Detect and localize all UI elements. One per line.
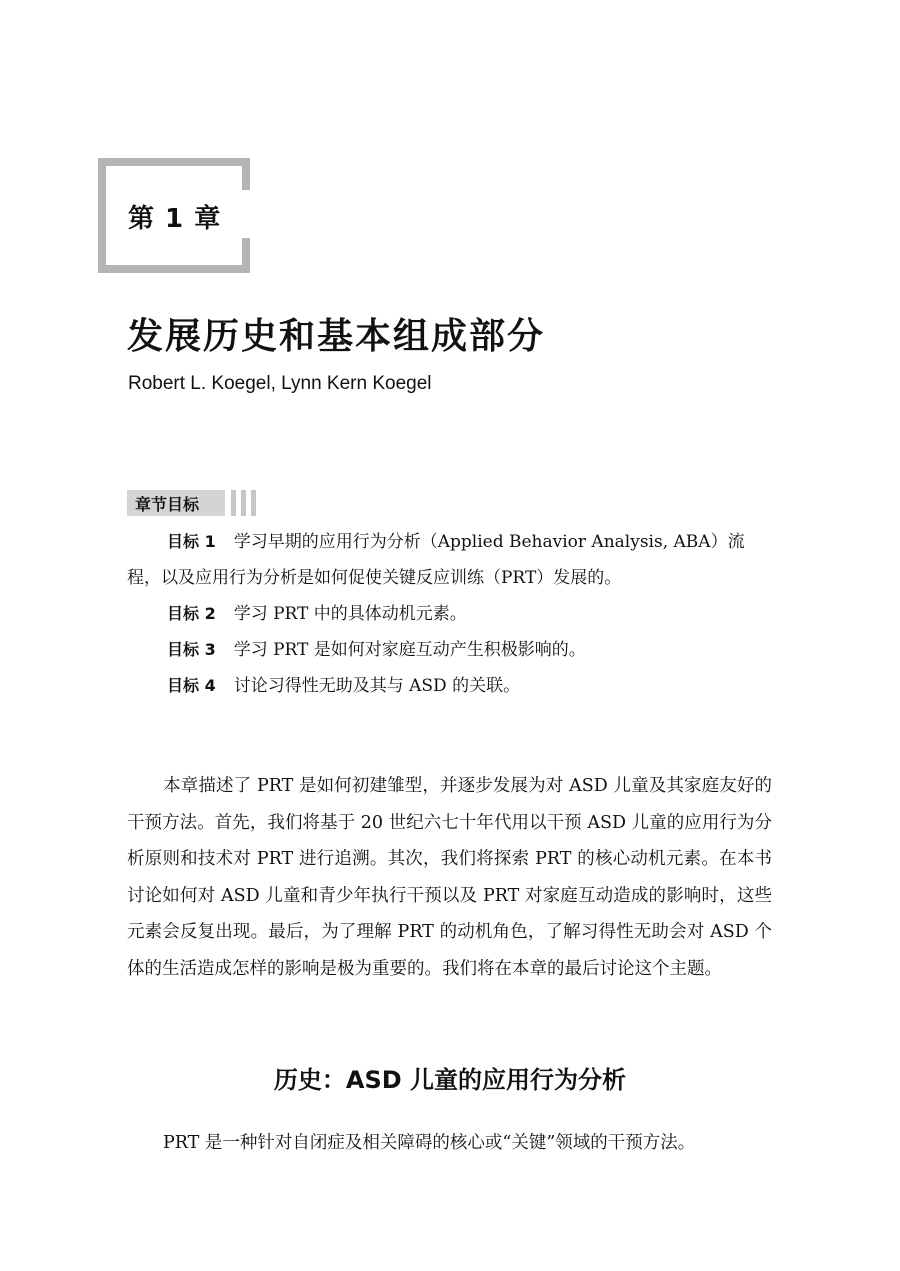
objectives-list	[127, 524, 772, 704]
objective-item	[127, 524, 772, 596]
frame-left-bar	[98, 158, 106, 273]
objective-item	[127, 632, 772, 668]
objectives-header	[127, 490, 262, 516]
chapter-title: 发展历史和基本组成部分	[127, 316, 546, 357]
objective-title: 目标 4	[167, 676, 216, 695]
header-stripe	[251, 490, 256, 516]
objective-text: 学习 PRT 中的具体动机元素。	[233, 604, 467, 624]
header-stripe	[231, 490, 236, 516]
objective-item	[127, 668, 772, 704]
header-stripe	[241, 490, 246, 516]
body-paragraph	[127, 768, 772, 987]
objective-text: 讨论习得性无助及其与 ASD 的关联。	[233, 676, 521, 696]
chapter-authors: Robert L. Koegel, Lynn Kern Koegel	[128, 373, 432, 394]
objective-title: 目标 3	[167, 640, 216, 659]
objective-title: 目标 1	[167, 532, 216, 551]
chapter-frame	[98, 158, 250, 273]
section-heading: 历史：ASD 儿童的应用行为分析	[273, 1066, 627, 1094]
frame-bottom-bar	[98, 265, 250, 273]
section-paragraph	[127, 1125, 772, 1161]
objectives-header-label: 章节目标	[135, 495, 200, 514]
body-paragraph-text: 本章描述了 PRT 是如何初建雏型，并逐步发展为对 ASD 儿童及其家庭友好的干预方法。首先，我们将基于 20 世纪六七十年代用以干预 ASD 儿童的应用行为分析原则和技术对 PRT 进行追溯。其次，我们将探索 PRT 的核心动机元素。在本书讨论如何对 ASD 儿童和青少年执行干预以及 PRT 对家庭互动造成的影响时，这些元素会反复出现。最后，为了理解 PRT 的动机角色，了解习得性无助会对 ASD 个体的生活造成怎样的影响是极为重要的。我们将在本章的最后讨论这个主题。	[127, 776, 772, 979]
frame-right-lower-bar	[242, 238, 250, 273]
frame-top-left-bar	[98, 158, 250, 166]
section-paragraph-text: PRT 是一种针对自闭症及相关障碍的核心或“关键”领域的干预方法。	[163, 1133, 696, 1153]
objective-text: 学习早期的应用行为分析（Applied Behavior Analysis, ABA）流程，以及应用行为分析是如何促使关键反应训练（PRT）发展的。	[127, 532, 745, 588]
objective-text: 学习 PRT 是如何对家庭互动产生积极影响的。	[233, 640, 586, 660]
chapter-number: 第 1 章	[128, 204, 222, 234]
frame-right-bar	[242, 158, 250, 190]
objective-title: 目标 2	[167, 604, 216, 623]
objective-item	[127, 596, 772, 632]
